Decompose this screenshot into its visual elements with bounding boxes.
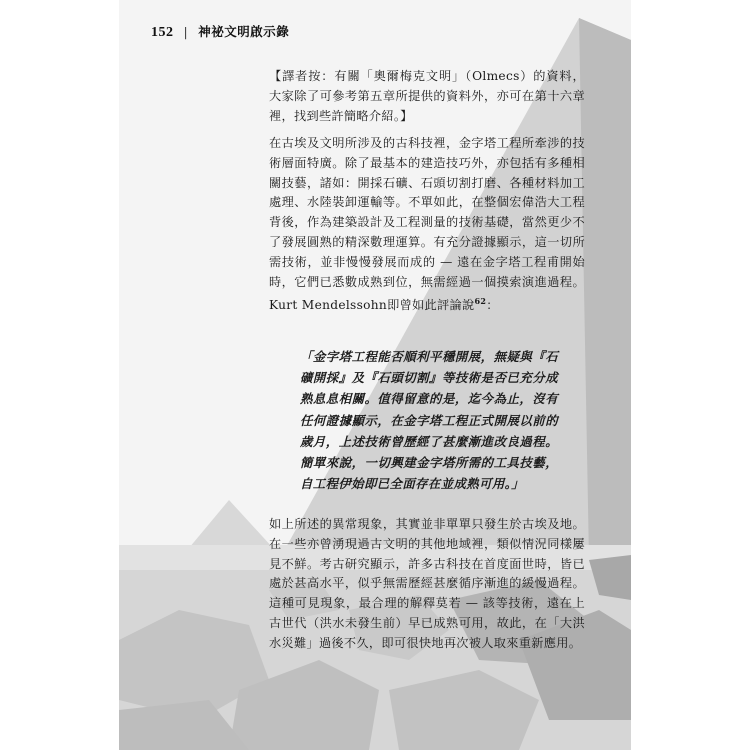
quote-text: 「金字塔工程能否順利平穩開展，無疑與『石礦開採』及『石頭切割』等技術是否已充分成熟息息相關。值得留意的是，迄今為止，沒有任何證據顯示，在金字塔工程正式開展以前的歲月，上述技術曾歷經了甚麼漸進改良過程。簡單來說，一切興建金字塔所需的工具技藝，自工程伊始即已全面存在並成熟可用。」 (300, 349, 558, 492)
footnote-reference: 62 (474, 296, 487, 307)
running-header (151, 22, 289, 41)
paragraph-2-text: 如上所述的異常現象，其實並非單單只發生於古埃及地。在一些亦曾湧現過古文明的其他地域裡，類似情況同樣屢見不鮮。考古研究顯示，許多古科技在首度面世時，皆已處於甚高水平，似乎無需歷經甚麼循序漸進的緩慢過程。這種可見現象，最合理的解釋莫若 — 該等技術，遠在上古世代（洪水未發生前）早已成熟可用，故此，在「大洪水災難」過後不久，即可很快地再次被人取來重新應用。 (269, 517, 585, 650)
block-quote (300, 346, 558, 494)
header-separator: | (183, 24, 189, 39)
paragraph-1-text: 在古埃及文明所涉及的古科技裡，金字塔工程所牽涉的技術層面特廣。除了最基本的建造技巧外，亦包括有多種相關技藝，諸如：開採石礦、石頭切割打磨、各種材料加工處理、水陸裝卸運輸等。不單如此，在整個宏偉浩大工程背後，作為建築設計及工程測量的技術基礎，當然更少不了發展圓熟的精深數理運算。有充分證據顯示，這一切所需技術，並非慢慢發展而成的 — 遠在金字塔工程甫開始時，它們已悉數成熟到位，無需經過一個摸索演進過程。Kurt Mendelssohn即曾如此評論說 (269, 136, 585, 313)
body-paragraph-1 (269, 134, 585, 316)
body-paragraph-2 (269, 515, 585, 654)
translator-note-text: 【譯者按：有關「奧爾梅克文明」（Olmecs）的資料，大家除了可參考第五章所提供的資料外，亦可在第十六章裡，找到些許簡略介紹。】 (269, 69, 585, 123)
book-title: 神祕文明啟示錄 (198, 24, 290, 39)
paragraph-1-colon: ： (486, 298, 499, 313)
book-page (119, 0, 631, 750)
page-number: 152 (151, 25, 174, 40)
translator-note (269, 67, 585, 126)
